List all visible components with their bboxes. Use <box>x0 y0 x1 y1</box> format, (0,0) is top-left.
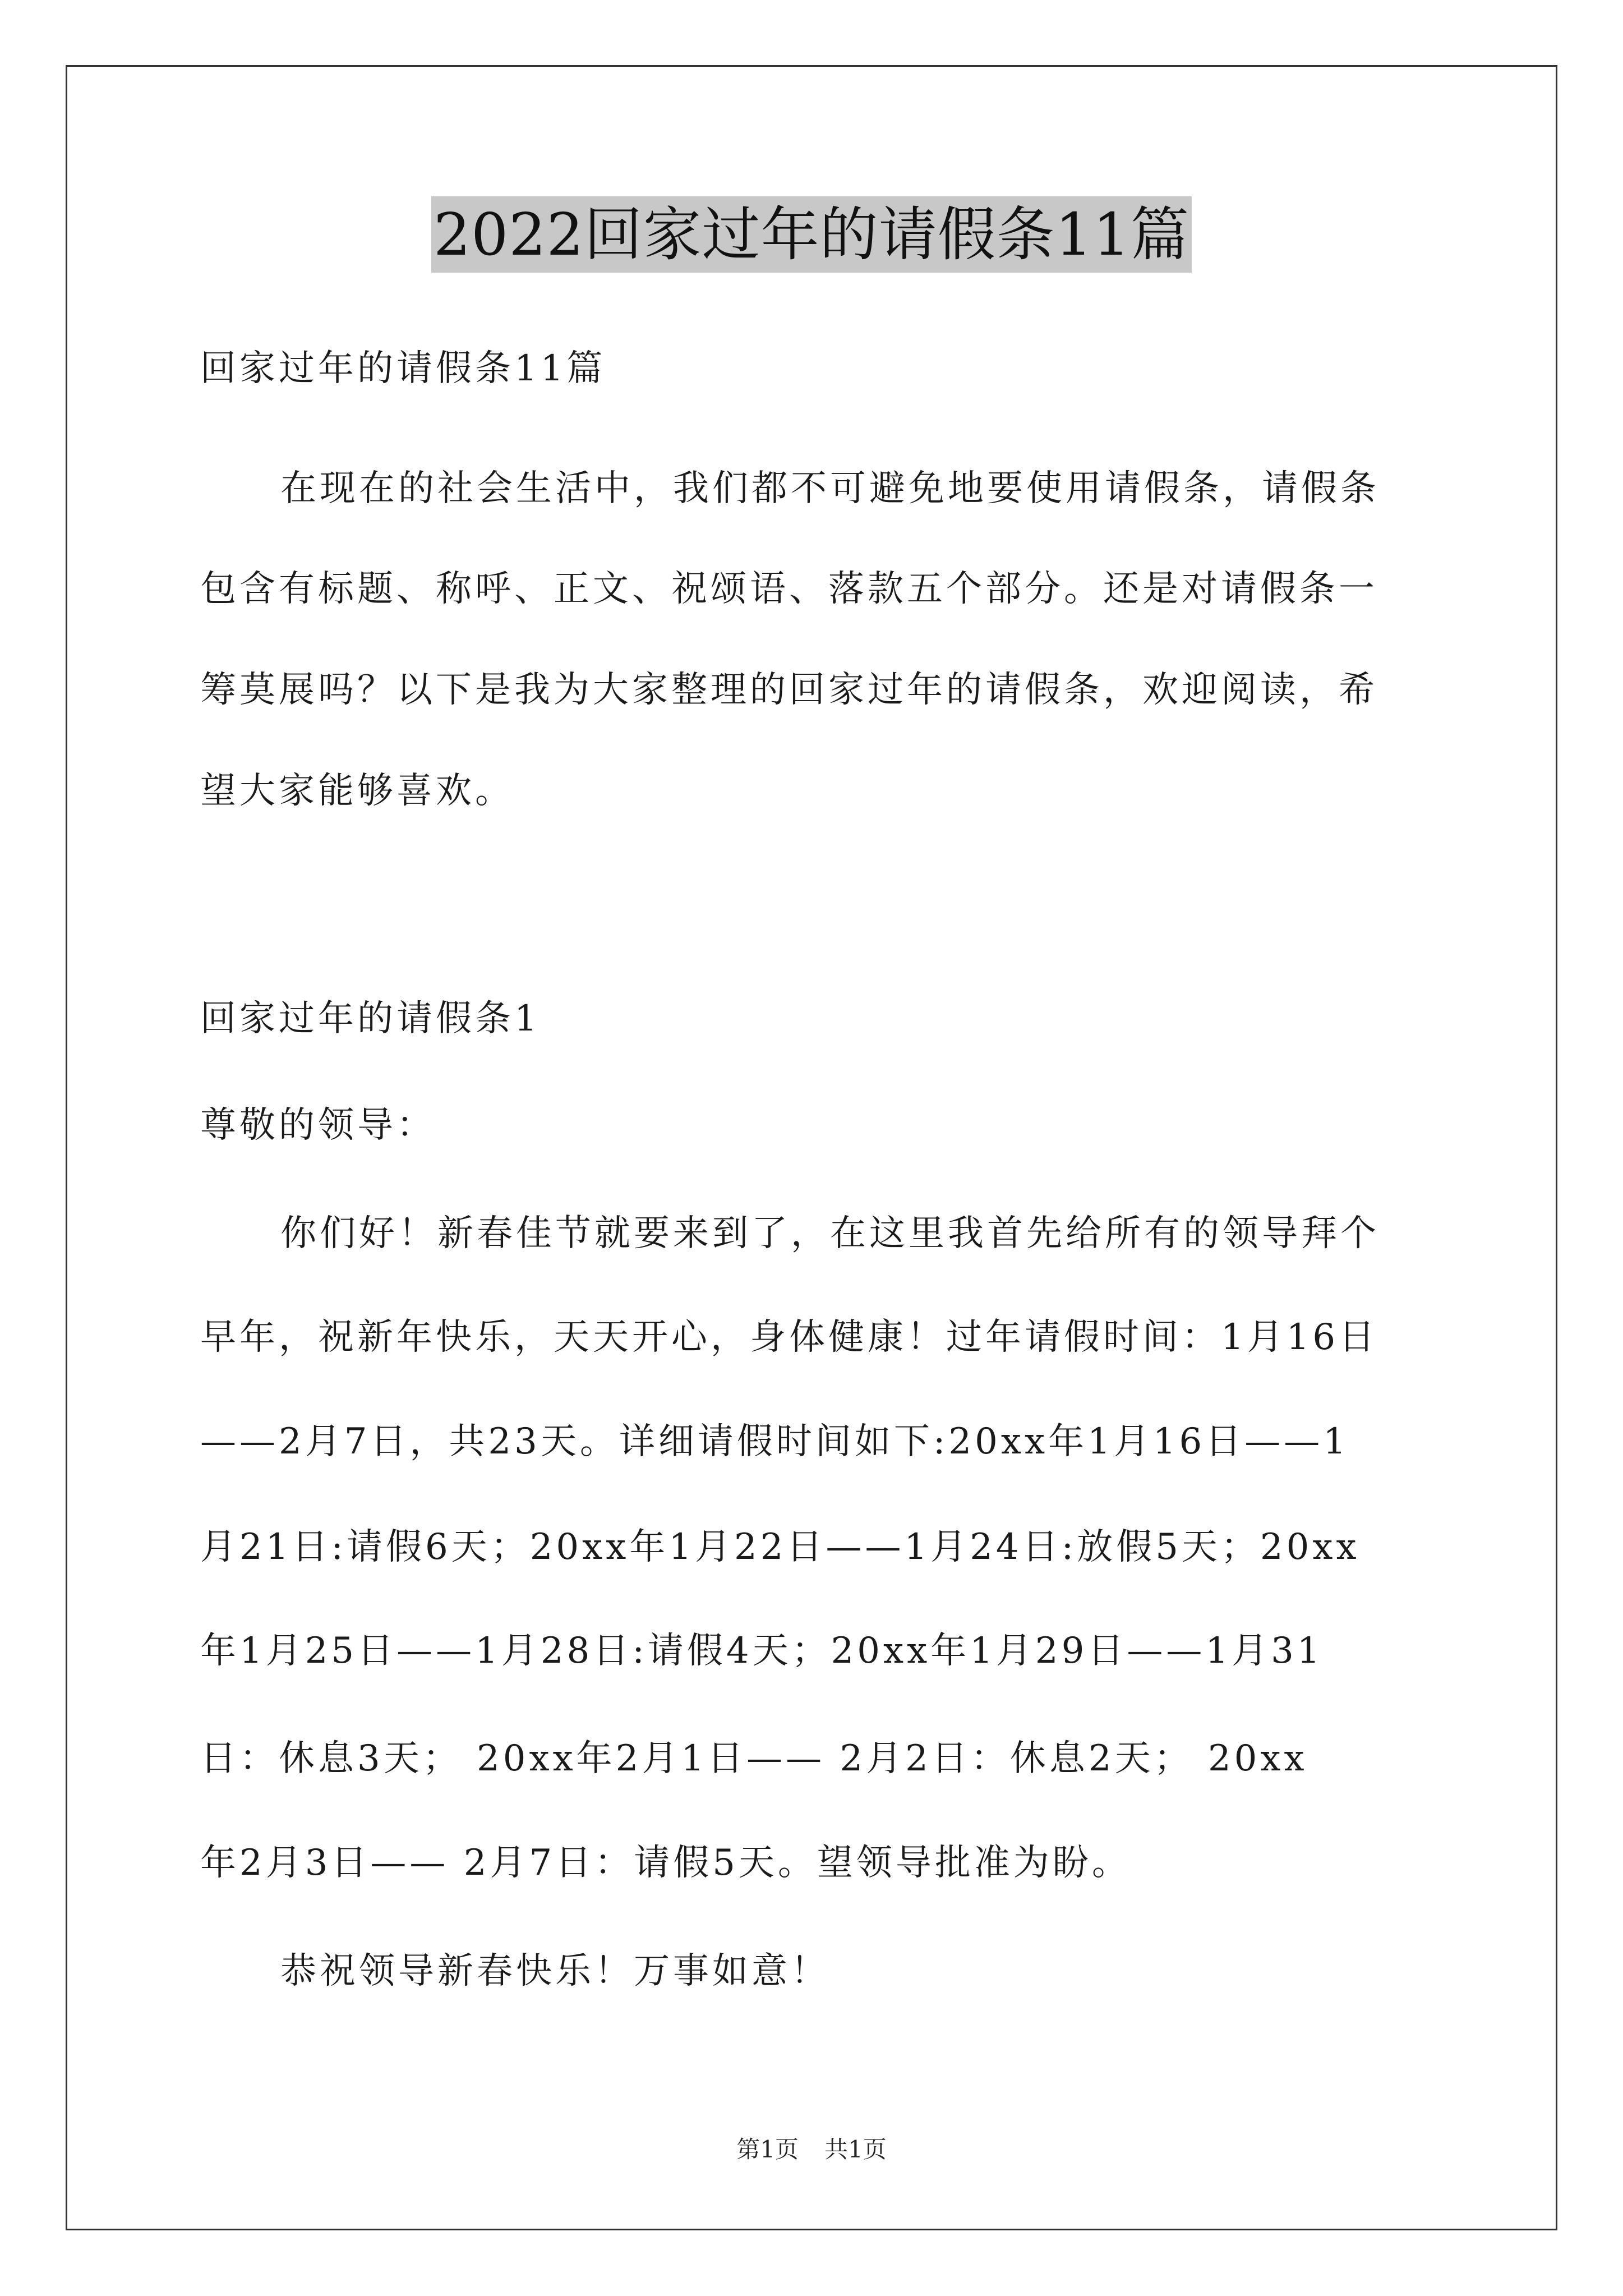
page-footer <box>0 2133 1623 2166</box>
body-line-2: 早年，祝新年快乐，天天开心，身体健康！过年请假时间：1月16日 <box>200 1317 1378 1358</box>
body-line-4: 月21日:请假6天；20xx年1月22日——1月24日:放假5天；20xx <box>200 1526 1360 1568</box>
document-title: 2022回家过年的请假条11篇 <box>431 196 1192 273</box>
page-total: 共1页 <box>824 2136 887 2163</box>
salutation: 尊敬的领导： <box>200 1105 436 1146</box>
title-container <box>0 196 1623 273</box>
body-line-5: 年1月25日——1月28日:请假4天；20xx年1月29日——1月31 <box>200 1630 1324 1672</box>
intro-line-1: 在现在的社会生活中，我们都不可避免地要使用请假条，请假条 <box>280 468 1380 509</box>
section-heading: 回家过年的请假条1 <box>200 998 541 1039</box>
intro-line-3: 筹莫展吗？以下是我为大家整理的回家过年的请假条，欢迎阅读，希 <box>200 669 1378 711</box>
intro-line-4: 望大家能够喜欢。 <box>200 770 514 812</box>
page-number: 第1页 <box>736 2136 799 2163</box>
closing-line: 恭祝领导新春快乐！万事如意！ <box>280 1950 830 1992</box>
body-line-7: 年2月3日—— 2月7日：请假5天。望领导批准为盼。 <box>200 1842 1131 1884</box>
intro-line-2: 包含有标题、称呼、正文、祝颂语、落款五个部分。还是对请假条一 <box>200 568 1378 610</box>
subtitle-line: 回家过年的请假条11篇 <box>200 348 606 389</box>
body-line-6: 日：休息3天； 20xx年2月1日—— 2月2日：休息2天； 20xx <box>200 1738 1308 1779</box>
body-line-3: ——2月7日，共23天。详细请假时间如下:20xx年1月16日——1 <box>200 1421 1349 1462</box>
body-line-1: 你们好！新春佳节就要来到了，在这里我首先给所有的领导拜个 <box>280 1213 1380 1254</box>
